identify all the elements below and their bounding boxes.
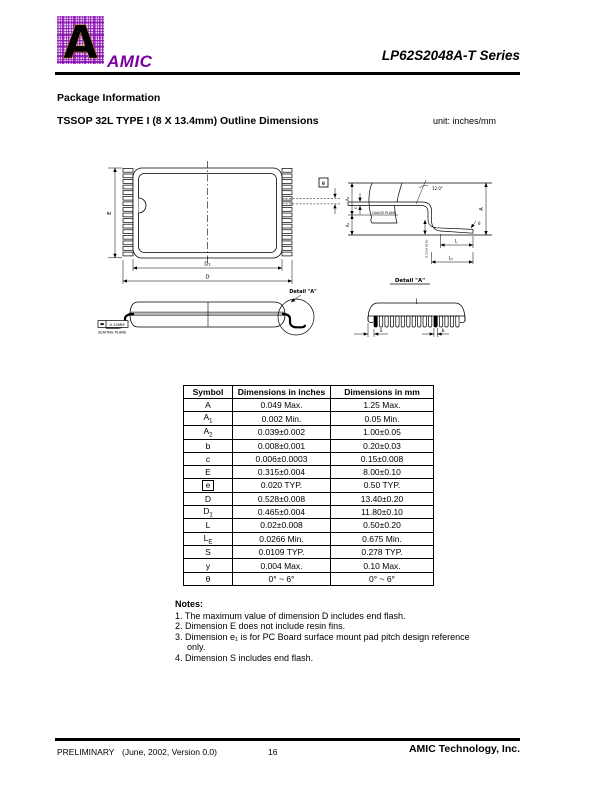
symbol-cell: c <box>184 452 233 465</box>
theta-pointer <box>471 221 476 228</box>
parting-line-band <box>131 312 284 316</box>
notes-section <box>175 599 471 663</box>
dim-offset-label: 0.25(0.010) <box>424 240 429 258</box>
mm-cell: 1.25 Max. <box>331 399 434 412</box>
symbol-cell: e <box>184 479 233 492</box>
note-item: 1. The maximum value of dimension D includes end flash. <box>175 610 406 621</box>
notes-title: Notes: <box>175 599 204 609</box>
mm-cell: 0.278 TYP. <box>331 546 434 559</box>
left-pin-row <box>123 168 133 256</box>
detail-a-leader <box>291 295 301 302</box>
inches-cell: 0.002 Min. <box>233 412 331 426</box>
flatness-value: 0.10MM <box>109 321 125 327</box>
note-item: 3. Dimension e₁ is for PC Board surface mount pad pitch design reference only. <box>175 631 470 652</box>
dim-d-label: D <box>205 274 210 281</box>
footer-version: (June, 2002, Version 0.0) <box>122 747 217 757</box>
mm-cell: 13.40±0.20 <box>331 492 434 505</box>
section-title: Package Information <box>57 92 161 104</box>
table-row <box>184 479 434 492</box>
header-rule <box>55 72 520 75</box>
angle-12deg <box>416 180 428 204</box>
inches-cell: 0.02±0.008 <box>233 519 331 532</box>
symbol-cell: y <box>184 559 233 572</box>
table-row <box>184 466 434 479</box>
table-row <box>184 532 434 546</box>
col-header-mm: Dimensions in mm <box>331 386 434 399</box>
unit-label: unit: inches/mm <box>433 116 497 126</box>
dim-l-label: L <box>454 239 458 245</box>
inches-cell: 0.004 Max. <box>233 559 331 572</box>
mm-cell: 11.80±0.10 <box>331 505 434 519</box>
table-row <box>184 505 434 519</box>
dim-a-label: A <box>479 207 485 211</box>
right-lead <box>282 314 305 327</box>
mm-cell: 0.15±0.008 <box>331 452 434 465</box>
notes-list <box>175 611 471 664</box>
right-pin-row <box>282 168 292 256</box>
seating-plane-label: SEATING PLANE <box>98 330 127 335</box>
seating-plane-frame <box>98 321 128 328</box>
table-row <box>184 399 434 412</box>
outline-subtitle: TSSOP 32L TYPE I (8 X 13.4mm) Outline Dimensions <box>57 115 319 127</box>
dim-e-label: E <box>107 211 113 215</box>
table-row <box>184 492 434 505</box>
table-row <box>184 426 434 440</box>
dimensions-table <box>183 385 434 586</box>
package-top-view-drawing <box>95 152 345 294</box>
dim-theta-label: θ <box>478 221 481 226</box>
logo-letter-a: A <box>63 16 98 64</box>
mm-cell: 0.20±0.03 <box>331 439 434 452</box>
inches-cell: 0.0266 Min. <box>233 532 331 546</box>
table-row <box>184 572 434 585</box>
mm-cell: 0.05 Min. <box>331 412 434 426</box>
symbol-cell: b <box>184 439 233 452</box>
symbol-cell: θ <box>184 572 233 585</box>
inches-cell: 0.008±0.001 <box>233 439 331 452</box>
pitch-symbol-label: e <box>321 180 326 187</box>
col-header-symbol: Symbol <box>184 386 233 399</box>
symbol-cell: S <box>184 546 233 559</box>
dim-s-label: S <box>379 329 383 334</box>
footer-rule <box>55 738 520 741</box>
angle-12deg-label: 12.0° <box>432 186 443 191</box>
symbol-cell: L <box>184 519 233 532</box>
inches-cell: 0.315±0.004 <box>233 466 331 479</box>
footer-company: AMIC Technology, Inc. <box>408 743 520 755</box>
inches-cell: 0.465±0.004 <box>233 505 331 519</box>
detail-a-drawing <box>340 178 500 296</box>
dim-a1-label: A₁ <box>345 222 350 228</box>
symbol-cell: D <box>184 492 233 505</box>
table-header-row <box>184 386 434 399</box>
table-row <box>184 412 434 426</box>
symbol-cell: E <box>184 466 233 479</box>
gauge-plane-label: GAUGE PLANE <box>372 210 396 215</box>
lead-profile <box>348 183 492 235</box>
symbol-cell: $L_E$ <box>184 532 233 546</box>
dim-le-label: Lₑ <box>448 256 454 262</box>
dim-a2-label: A₂ <box>345 196 350 202</box>
symbol-cell: $D_1$ <box>184 505 233 519</box>
table-row <box>184 546 434 559</box>
col-header-inches: Dimensions in inches <box>233 386 331 399</box>
symbol-cell: $A_2$ <box>184 426 233 440</box>
inches-cell: 0.020 TYP. <box>233 479 331 492</box>
table-row <box>184 519 434 532</box>
dim-c-label: c <box>353 206 358 209</box>
mm-cell: 0.50 TYP. <box>331 479 434 492</box>
inches-cell: 0.006±0.0003 <box>233 452 331 465</box>
footer-page-number: 16 <box>268 747 278 757</box>
detail-a-callout-label: Detail "A" <box>289 289 317 295</box>
dim-d1-label: D₁ <box>204 261 211 268</box>
inches-cell: 0.0109 TYP. <box>233 546 331 559</box>
mm-cell: 0° ~ 6° <box>331 572 434 585</box>
inches-cell: 0° ~ 6° <box>233 572 331 585</box>
mm-cell: 0.50±0.20 <box>331 519 434 532</box>
lead-comb-drawing <box>345 283 495 343</box>
inches-cell: 0.049 Max. <box>233 399 331 412</box>
inches-cell: 0.528±0.008 <box>233 492 331 505</box>
symbol-cell: $A_1$ <box>184 412 233 426</box>
note-item: 4. Dimension S includes end flash. <box>175 652 314 663</box>
series-title: LP62S2048A-T Series <box>381 48 520 63</box>
dim-b <box>422 328 449 337</box>
mm-cell: 0.675 Min. <box>331 532 434 546</box>
footer-status: PRELIMINARY <box>57 747 115 757</box>
datum-symbol <box>101 323 104 325</box>
note-item: 2. Dimension E does not include resin fins. <box>175 621 346 631</box>
mm-cell: 1.00±0.05 <box>331 426 434 440</box>
brand-name: AMIC <box>107 52 153 71</box>
inches-cell: 0.039±0.002 <box>233 426 331 440</box>
table-row <box>184 452 434 465</box>
package-side-view-drawing <box>58 283 318 343</box>
symbol-cell: A <box>184 399 233 412</box>
mm-cell: 0.10 Max. <box>331 559 434 572</box>
table-row <box>184 439 434 452</box>
dim-b-label: b <box>441 329 445 334</box>
table-row <box>184 559 434 572</box>
mm-cell: 8.00±0.10 <box>331 466 434 479</box>
detail-a-caption: Detail "A" <box>394 278 426 284</box>
